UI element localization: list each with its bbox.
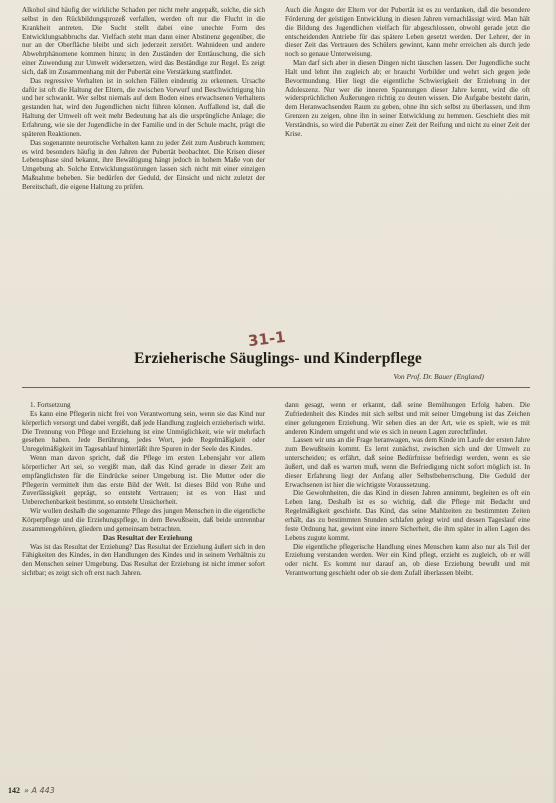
bottom-left-column [22, 401, 265, 786]
paragraph: Die eigentliche pflegerische Handlung eines Menschen kann also nur als Teil der Erziehung verstanden werden. Wer ein Kind pflegt, erzieht es zugleich, ob er will oder nicht. Es kommt nur darauf an, ob diese Erziehung bewußt und mit Verantwortung geschieht oder ob sie dem Zufall überlassen bleibt. [285, 542, 530, 578]
section-heading: Das Resultat der Erziehung [102, 532, 193, 542]
paragraph: Wir wollen deshalb die sogenannte Pflege des jungen Menschen in die eigentliche Körperpflege und die Erziehungspflege, in dem Bewußtsein, daß beide untrennbar zusammengehören, gliedern und gemeinsam betrachten. [22, 507, 265, 533]
paragraph: Alkohol sind häufig der wirkliche Schaden per nicht mehr angepaßt, solche, die sich selbst in den Rückbildungsprozeß verfallen, werden oft nur die Flucht in die Krankheit antreten. Die Sucht stellt dabei eine unechte Form des Entwicklungsabbruchs dar. Vielfach steht man dann einer Abstinenz gegenüber, die nur an der Oberfläche bleibt und sich jederzeit zerstört. Wahnideen und andere Abwehrphänomene kommen hinzu; in den Zuständen der Enttäuschung, die sich einer Zuwendung zur Umwelt widersetzen, wird das Beständige zur Regel. Es zeigt sich, daß im Zusammenhang mit der Pubertät eine Verstärkung stattfindet. [22, 6, 265, 76]
top-left-column [22, 6, 265, 320]
paragraph: Auch die Ängste der Eltern vor der Pubertät ist es zu verdanken, daß die besondere Förderung der geistigen Entwicklung in diesen Jahren vernachlässigt wird. Man hält die Bildung des Jugendlichen vielfach für abgeschlossen, obwohl gerade jetzt die entscheidenden Antriebe für das spätere Leben gesetzt werden. Der Lehrer, der in dieser Zeit das Vertrauen des Schülers gewinnt, kann mehr erreichen als durch jede noch so genaue Unterweisung. [285, 6, 530, 59]
paragraph: Das regressive Verhalten ist in solchen Fällen eindeutig zu erkennen. Ursache dafür ist oft die Haltung der Eltern, die zwischen Vorwurf und Beschwichtigung hin und her schwankt. Wer selbst niemals auf dem Boden eines erwachsenen Verhaltens gestanden hat, wird den Jugendlichen nicht führen können. Auffallend ist, daß die Haltung der Umwelt oft weit mehr Bedeutung hat als die ursprüngliche Anlage; die Erfahrung, wie sie der Jugendliche in der Familie und in der Schule macht, prägt die späteren Reaktionen. [22, 76, 265, 138]
paragraph: Die Gewohnheiten, die das Kind in diesen Jahren annimmt, begleiten es oft ein Leben lang. Deshalb ist es so wichtig, daß die Pflege mit Bedacht und Regelmäßigkeit geschieht. Das Kind, das seine Mahlzeiten zu bestimmten Zeiten erhält, das zu bestimmten Stunden schlafen gelegt wird und dessen Tageslauf eine feste Ordnung hat, gewinnt eine innere Sicherheit, die ihm später in allen Lagen des Lebens zugute kommt. [285, 489, 530, 542]
paragraph: Es kann eine Pflegerin nicht frei von Verantwortung sein, wenn sie das Kind nur körperlich versorgt und dabei vergißt, daß jede Handlung zugleich erzieherisch wirkt. Die Trennung von Pflege und Erziehung ist eine Unmöglichkeit, wie wir mehrfach gesehen haben. Jede Berührung, jedes Wort, jede Regelmäßigkeit oder Unregelmäßigkeit im Tagesablauf hinterläßt ihre Spuren in der Seele des Kindes. [22, 409, 265, 454]
article-title: Erzieherische Säuglings- und Kinderpflege [134, 350, 422, 367]
scan-edge-shadow [552, 0, 556, 803]
title-divider [22, 387, 530, 388]
paragraph: Man darf sich aber in diesen Dingen nicht täuschen lassen. Der Jugendliche sucht Halt und lehnt ihn zugleich ab; er braucht Vorbilder und wehrt sich gegen jede Bevormundung. Hier liegt die eigentliche Schwierigkeit der Erziehung in der Adoleszenz. Nur wer die inneren Spannungen dieser Jahre kennt, wird die oft widersprüchlichen Äußerungen richtig zu deuten wissen. Die Aufgabe besteht darin, dem Heranwachsenden Raum zu geben, ohne ihn sich selbst zu überlassen, und ihm Grenzen zu zeigen, ohne ihn in seiner Entwicklung zu hemmen. Geschieht dies mit Verständnis, so wird die Pubertät zu einer Zeit der Reifung und nicht zu einer Zeit der Krise. [285, 59, 530, 138]
paragraph: Lassen wir uns an die Frage heranwagen, was dem Kinde im Laufe der ersten Jahre zum Bewußtsein kommt. Es lernt zunächst, zwischen sich und der Umwelt zu unterscheiden; es erfährt, daß seine Bedürfnisse befriedigt werden, wenn es sie äußert, und daß es warten muß, wenn die Befriedigung nicht sofort möglich ist. In dieser Erfahrung liegt der Anfang aller Selbstbeherrschung. Die Geduld der Erwachsenen ist hier die wichtigste Voraussetzung. [285, 436, 530, 489]
paragraph: Wenn man davon spricht, daß die Pflege im ersten Lebensjahr vor allem körperlicher Art sei, so vergißt man, daß das Kind gerade in dieser Zeit am empfänglichsten für die Eindrücke seiner Umgebung ist. Die Mutter oder die Pflegerin vermittelt ihm das erste Bild der Welt. Ist dieses Bild von Ruhe und Zuverlässigkeit geprägt, so entsteht Vertrauen; ist es von Hast und Unberechenbarkeit bestimmt, so entsteht Unsicherheit. [22, 454, 265, 507]
paragraph: Was ist das Resultat der Erziehung? Das Resultat der Erziehung äußert sich in den Fähigkeiten des Kindes, in den Handlungen des Kindes und in seinem Verhältnis zu den Menschen seiner Umgebung. Das Resultat der Erziehung ist nicht immer sofort sichtbar; es zeigt sich oft erst nach Jahren. [22, 542, 265, 578]
page-number: 142 [8, 786, 20, 795]
bottom-right-column [285, 401, 530, 786]
continuation-label: 1. Fortsetzung [30, 401, 71, 409]
paragraph: dann gesagt, wenn er erkannt, daß seine Bemühungen Erfolg haben. Die Zufriedenheit des Kindes mit sich selbst und mit seiner Umgebung ist das Zeichen einer gelungenen Erziehung. Wir sehen dies an der Art, wie es spielt, wie es mit anderen Kindern umgeht und wie es sich in neuen Lagen zurechtfindet. [285, 401, 530, 436]
article-author: Von Prof. Dr. Bauer (England) [393, 372, 484, 381]
handwritten-reference: » A 443 [24, 786, 55, 795]
paragraph: Das sogenannte neurotische Verhalten kann zu jeder Zeit zum Ausbruch kommen; es wird besonders häufig in den Jahren der Pubertät beobachtet. Die Krisen dieser Lebensphase sind bekannt, ihre Bewältigung hängt jedoch in hohem Maße von der Umgebung ab. Solche Entwicklungsstörungen lassen sich nicht mit einer einzigen Maßnahme beheben. Sie bedürfen der Geduld, der Einsicht und nicht zuletzt der Bereitschaft, die eigene Haltung zu prüfen. [22, 138, 265, 191]
handwritten-annotation: 31-1 [247, 327, 287, 351]
top-right-column [285, 6, 530, 320]
